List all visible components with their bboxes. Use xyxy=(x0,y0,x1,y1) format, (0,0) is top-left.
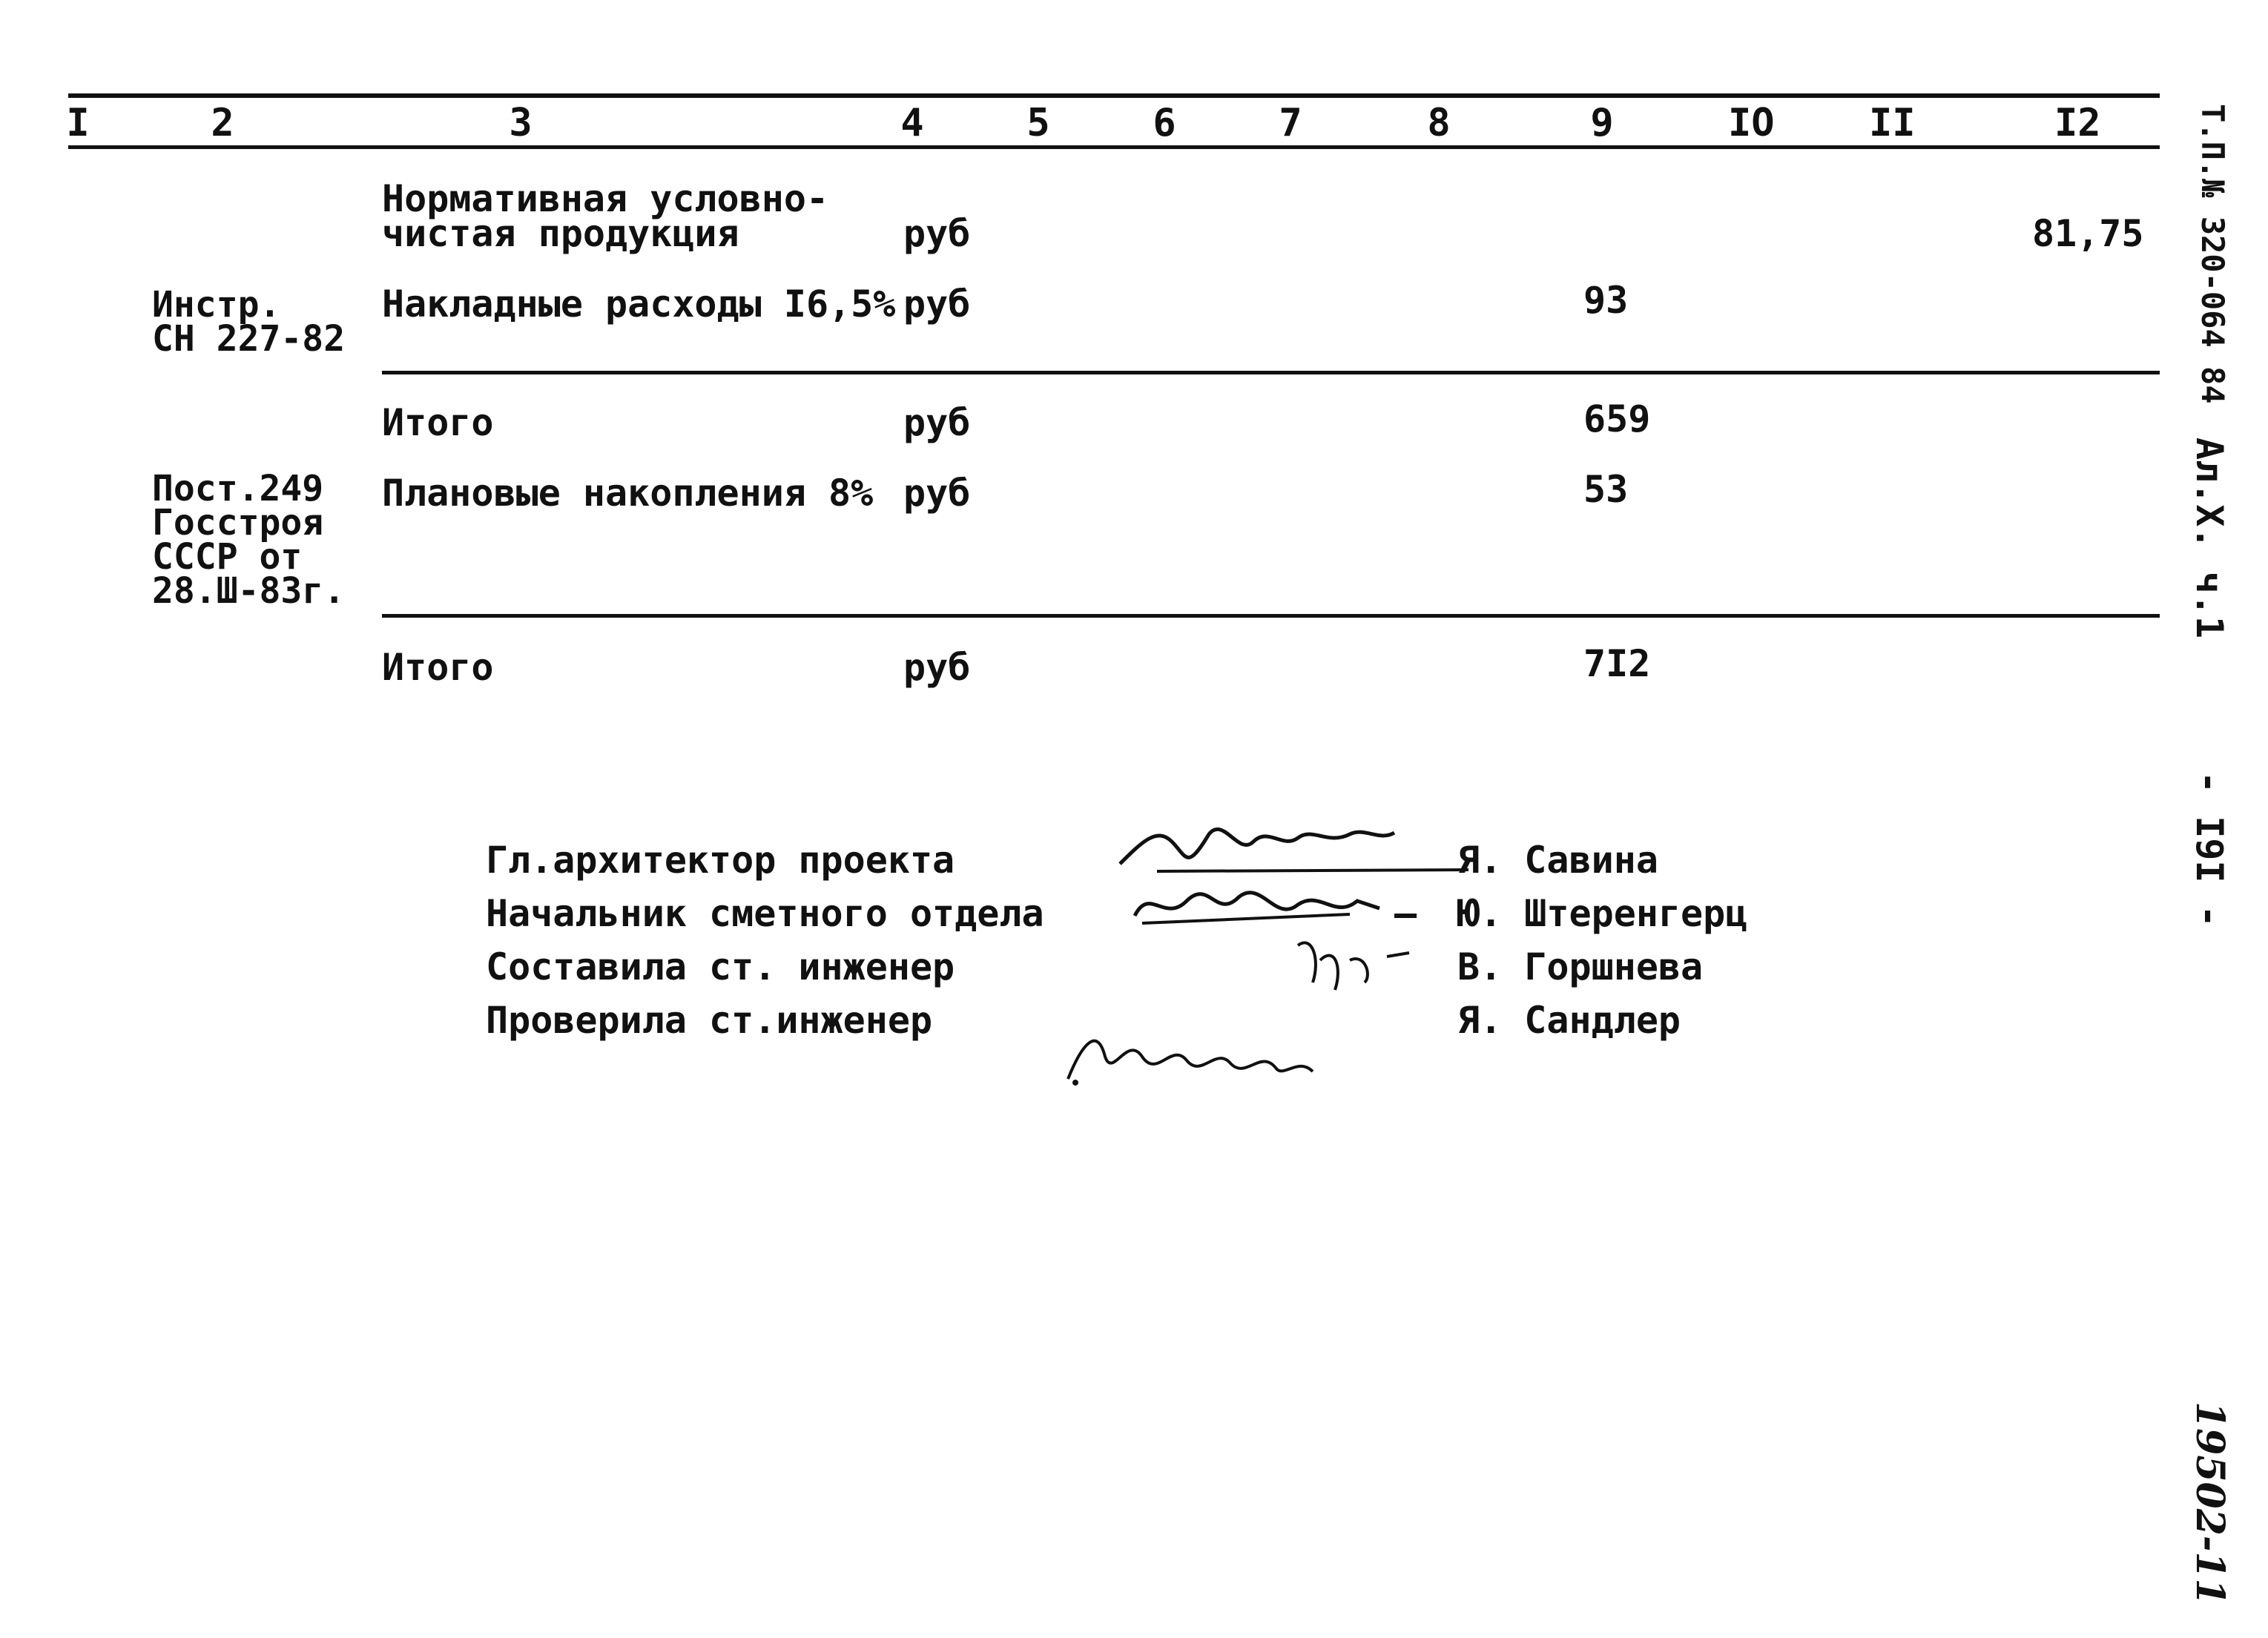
column-header: 8 xyxy=(1427,101,1451,145)
row-reference: Инстр. СН 227-82 xyxy=(152,284,346,360)
row-col9-value: 7I2 xyxy=(1583,642,1651,685)
signer-name: Ю. Штеренгерц xyxy=(1457,892,1748,935)
signer-dash: — xyxy=(1394,892,1417,935)
subtotal-rule xyxy=(382,371,2160,374)
header-bottom-rule xyxy=(68,145,2160,149)
signer-role: Гл.архитектор проекта xyxy=(486,839,955,882)
signer-role: Составила ст. инженер xyxy=(486,945,955,988)
row-col9-value: 53 xyxy=(1583,468,1629,511)
row-name: Плановые накопления 8% xyxy=(382,472,874,515)
signer-name: В. Горшнева xyxy=(1457,945,1704,988)
row-col9-value: 93 xyxy=(1583,279,1629,322)
row-unit: руб xyxy=(903,212,971,255)
column-header: 6 xyxy=(1153,101,1176,145)
column-header: 4 xyxy=(900,101,924,145)
row-unit: руб xyxy=(903,283,971,326)
row-reference: Пост.249 Госстроя СССР от 28.Ш-83г. xyxy=(152,468,346,612)
project-code-vertical: Т.П.№ 320-064 84 xyxy=(2195,104,2231,404)
column-header: IO xyxy=(1728,101,1775,145)
signer-name: Я. Сандлер xyxy=(1457,999,1681,1042)
row-name-line: Нормативная условно- xyxy=(382,177,829,220)
row-unit: руб xyxy=(903,401,971,444)
row-col12-value: 81,75 xyxy=(2032,212,2144,255)
top-rule xyxy=(68,93,2160,98)
total-rule xyxy=(382,614,2160,618)
row-name: Итого xyxy=(382,401,494,444)
column-header: 5 xyxy=(1026,101,1050,145)
page-number-vertical: - I9I - xyxy=(2188,771,2231,928)
sheet-number-vertical: 19502-11 xyxy=(2187,1401,2232,1605)
row-col9-value: 659 xyxy=(1583,397,1651,440)
signer-role: Начальник сметного отдела xyxy=(486,892,1044,935)
handwritten-signature-2 xyxy=(1127,879,1409,938)
handwritten-signature-1 xyxy=(1112,812,1483,879)
row-unit: руб xyxy=(903,646,971,689)
row-name: Итого xyxy=(382,646,494,689)
column-header: 7 xyxy=(1279,101,1302,145)
column-header: 9 xyxy=(1590,101,1614,145)
album-vertical: Ал.Х. ч.1 xyxy=(2188,437,2231,638)
signer-name: Я. Савина xyxy=(1457,839,1658,882)
row-name-line: чистая продукция xyxy=(382,212,739,255)
column-header: 3 xyxy=(509,101,533,145)
signer-role: Проверила ст.инженер xyxy=(486,999,933,1042)
row-unit: руб xyxy=(903,472,971,515)
handwritten-signature-4 xyxy=(1061,1012,1328,1094)
column-header: I xyxy=(66,101,90,145)
column-header: I2 xyxy=(2054,101,2101,145)
handwritten-signature-3 xyxy=(1290,931,1424,997)
column-header: II xyxy=(1869,101,1916,145)
column-header: 2 xyxy=(211,101,234,145)
row-name: Накладные расходы I6,5% xyxy=(382,283,896,326)
